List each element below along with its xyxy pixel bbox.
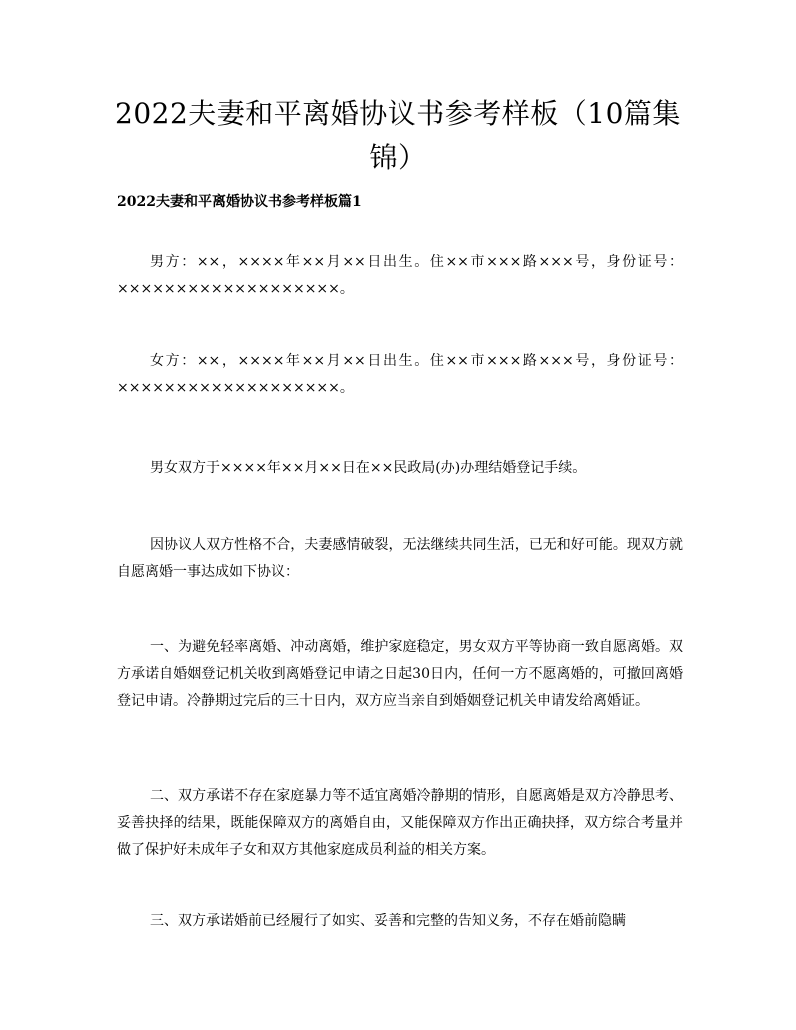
paragraph-clause-1: 一、为避免轻率离婚、冲动离婚，维护家庭稳定，男女双方平等协商一致自愿离婚。双方承诺自婚姻登记机关收到离婚登记申请之日起30日内，任何一方不愿离婚的，可撤回离婚登记申请。冷静期过完后的三十日内，双方应当亲自到婚姻登记机关申请发给离婚证。 [117, 639, 683, 709]
paragraph-female-party: 女方：××，××××年××月××日出生。住××市×××路×××号，身份证号：×××××××××××××××××××。 [117, 353, 683, 396]
paragraph-marriage-registration: 男女双方于××××年××月××日在××民政局(办)办理结婚登记手续。 [150, 460, 587, 476]
paragraph-divorce-reason: 因协议人双方性格不合，夫妻感情破裂，无法继续共同生活，已无和好可能。现双方就自愿离婚一事达成如下协议： [117, 537, 683, 580]
paragraph-clause-3: 三、双方承诺婚前已经履行了如实、妥善和完整的告知义务，不存在婚前隐瞒 [150, 913, 626, 929]
section-heading: 2022夫妻和平离婚协议书参考样板篇1 [117, 194, 362, 210]
paragraph-clause-2: 二、双方承诺不存在家庭暴力等不适宜离婚冷静期的情形，自愿离婚是双方冷静思考、妥善抉择的结果，既能保障双方的离婚自由，又能保障双方作出正确抉择，双方综合考量并做了保护好未成年子女和双方其他家庭成员利益的相关方案。 [117, 788, 683, 858]
document-title: 2022夫妻和平离婚协议书参考样板（10篇集锦） [115, 97, 681, 174]
paragraph-male-party: 男方：××，××××年××月××日出生。住××市×××路×××号，身份证号：×××××××××××××××××××。 [117, 254, 683, 297]
